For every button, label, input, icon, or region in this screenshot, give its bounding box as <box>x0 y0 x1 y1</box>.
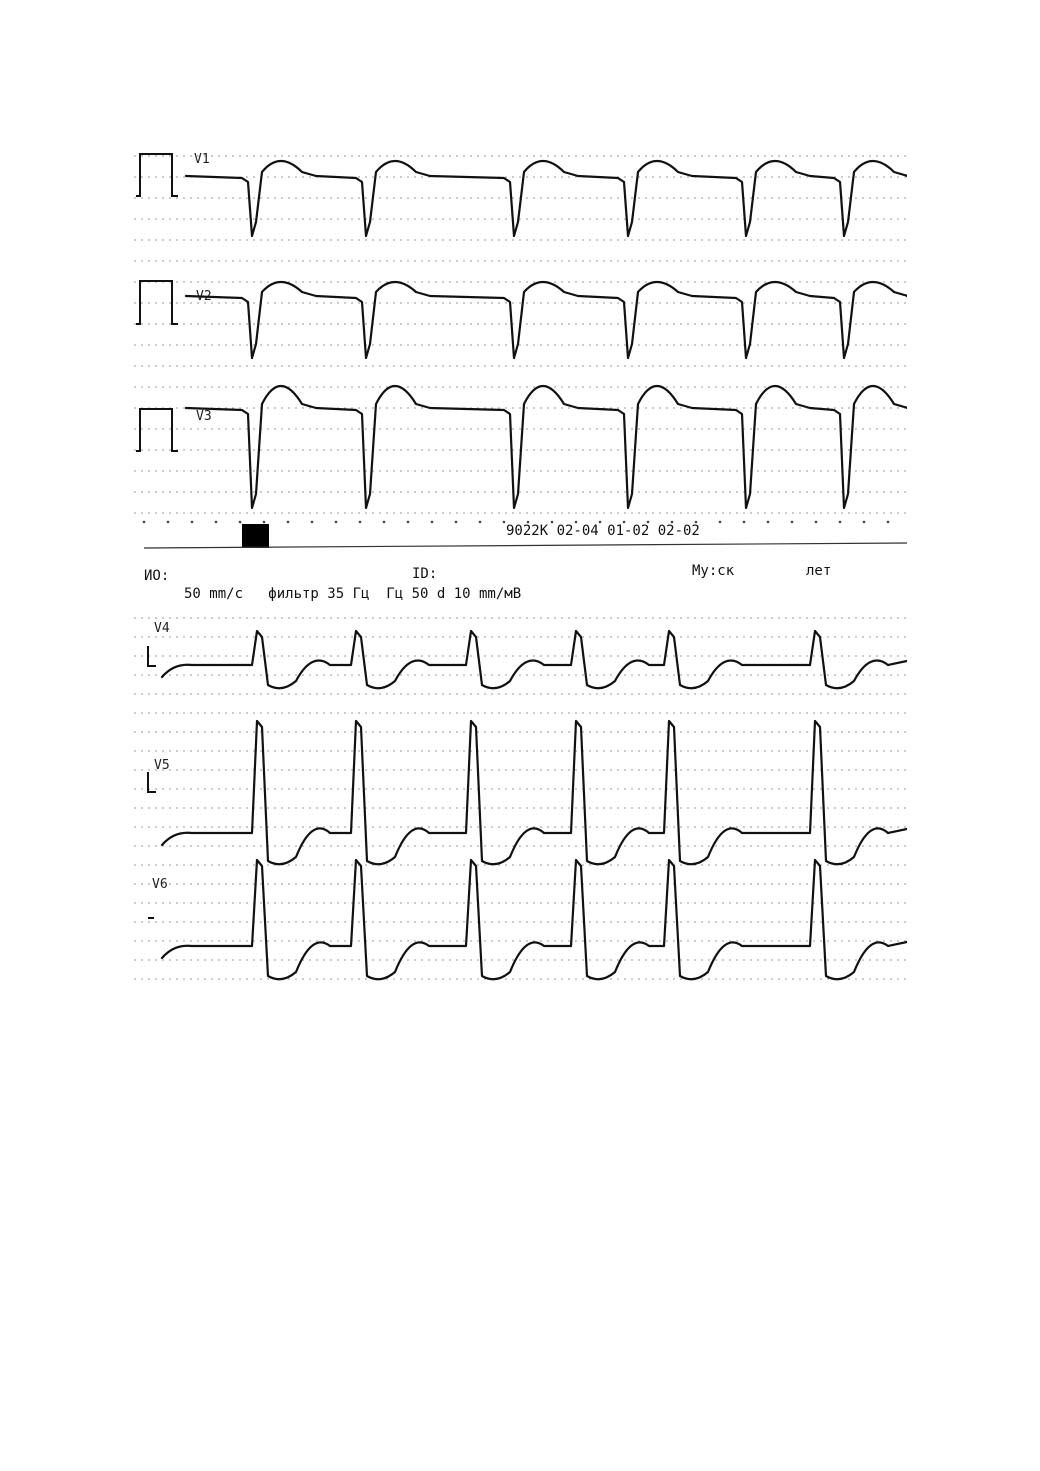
lead-label-v4: V4 <box>154 621 170 636</box>
patient-name-label: ИО: <box>144 568 170 584</box>
lead-label-v1: V1 <box>194 152 210 167</box>
strip-marker-block <box>242 524 269 548</box>
trace-v5 <box>162 721 907 864</box>
strip-dot <box>311 521 314 524</box>
strip-dot <box>791 521 794 524</box>
patient-age-label: лет <box>806 563 832 579</box>
recording-settings: 50 mm/с фильтр 35 Гц Гц 50 d 10 mm/мВ <box>184 586 522 602</box>
strip-dot <box>767 521 770 524</box>
strip-dot <box>215 521 218 524</box>
strip-dot <box>815 521 818 524</box>
strip-dot <box>167 521 170 524</box>
strip-dot <box>887 521 890 524</box>
lead-label-v2: V2 <box>196 289 212 304</box>
trace-v3 <box>186 386 907 508</box>
strip-dot <box>839 521 842 524</box>
strip-dot <box>335 521 338 524</box>
strip-code: 9022К 02-04 01-02 02-02 <box>506 523 700 539</box>
strip-dot <box>503 521 506 524</box>
ecg-svg <box>134 140 907 988</box>
strip-dot <box>719 521 722 524</box>
trace-v6 <box>162 860 907 979</box>
grid-lines <box>134 156 907 979</box>
strip-dot <box>743 521 746 524</box>
strip-dot <box>359 521 362 524</box>
lead-label-v5: V5 <box>154 758 170 773</box>
trace-v1 <box>186 161 907 236</box>
strip-dot <box>863 521 866 524</box>
trace-v4 <box>162 631 907 688</box>
strip-dot <box>479 521 482 524</box>
strip-dot <box>143 521 146 524</box>
strip-dot <box>239 521 242 524</box>
patient-sex: Му:ск <box>692 563 735 579</box>
ecg-sheet <box>134 140 907 988</box>
patient-id-label: ID: <box>412 566 438 582</box>
strip-dot <box>191 521 194 524</box>
trace-v2 <box>186 282 907 358</box>
strip-dot <box>287 521 290 524</box>
strip-dot <box>383 521 386 524</box>
strip-dot <box>407 521 410 524</box>
calibration-pulse-v1 <box>136 154 178 196</box>
lead-label-v6: V6 <box>152 877 168 892</box>
strip-dot <box>455 521 458 524</box>
lead-label-v3: V3 <box>196 409 212 424</box>
strip-dot <box>431 521 434 524</box>
calibration-pulse-v3 <box>136 409 178 451</box>
strip-dot <box>263 521 266 524</box>
